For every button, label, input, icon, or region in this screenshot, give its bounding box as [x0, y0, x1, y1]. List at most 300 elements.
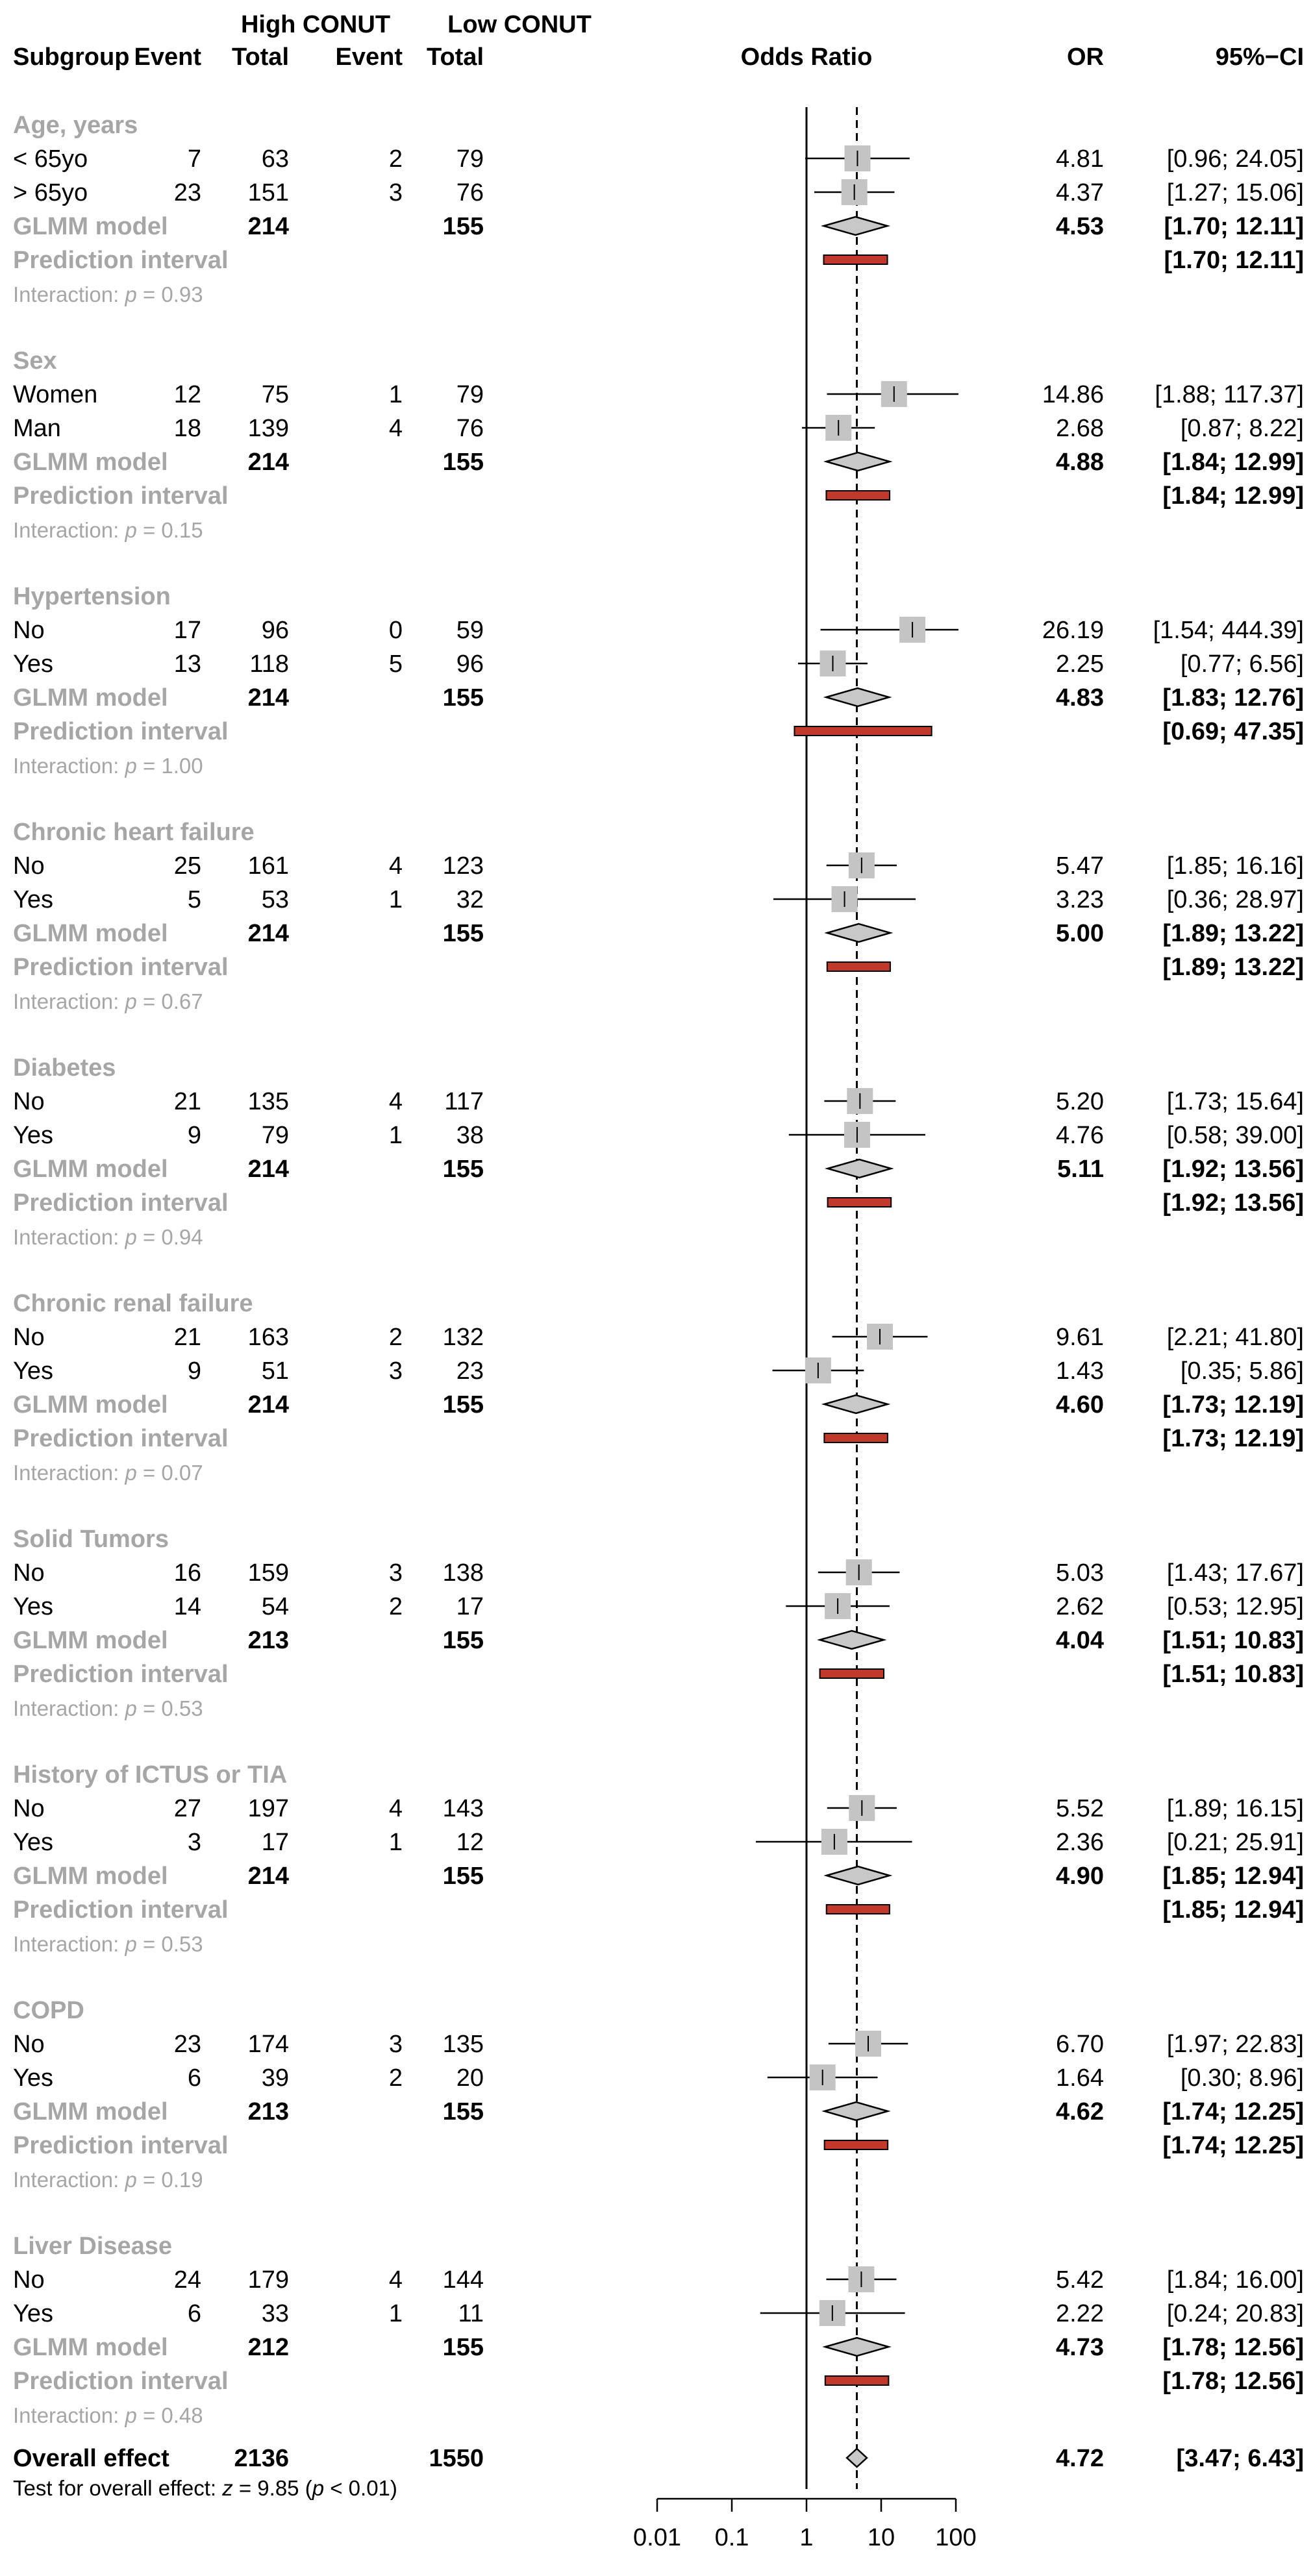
solid-tumors-interaction-prefix: Interaction: [13, 1696, 125, 1720]
history-of-ictus-or-tia-row-1-total-high: 17 [261, 1829, 289, 1856]
copd-pi-bar [825, 2140, 888, 2149]
chronic-heart-failure-row-1-label: Yes [13, 886, 53, 913]
solid-tumors-interaction-p-value: 0.53 [161, 1696, 203, 1720]
history-of-ictus-or-tia-model-diamond [827, 1866, 890, 1885]
liver-disease-row-1-ci: [0.24; 20.83] [1166, 2300, 1304, 2327]
history-of-ictus-or-tia-pi-bar [827, 1905, 890, 1914]
age-years-row-0-total-high: 63 [261, 145, 289, 173]
chronic-heart-failure-row-0-event-low: 4 [388, 852, 403, 880]
history-of-ictus-or-tia-interaction-prefix: Interaction: [13, 1932, 125, 1956]
hypertension-row-1-total-low: 96 [456, 650, 484, 678]
solid-tumors-row-0-label: No [13, 1559, 45, 1587]
diabetes-row-1-label: Yes [13, 1122, 53, 1149]
diabetes-row-0-ci: [1.73; 15.64] [1166, 1088, 1304, 1115]
solid-tumors-model-ci: [1.51; 10.83] [1162, 1627, 1304, 1654]
chronic-heart-failure-interaction-p-symbol: p [125, 989, 137, 1013]
liver-disease-row-1-event-low: 1 [388, 2300, 403, 2327]
hypertension-row-1-ci: [0.77; 6.56] [1180, 650, 1304, 678]
overall-diamond [847, 2449, 867, 2467]
liver-disease-row-0-label: No [13, 2266, 45, 2294]
hypertension-interaction [13, 754, 203, 778]
hypertension-interaction-p-value: 1.00 [161, 754, 203, 778]
sex-row-1-total-high: 139 [247, 415, 289, 442]
age-years-row-1-ci: [1.27; 15.06] [1166, 179, 1304, 206]
sex-row-1-or: 2.68 [1056, 415, 1104, 442]
chronic-renal-failure-model-diamond [824, 1395, 888, 1413]
copd-pi-ci: [1.74; 12.25] [1162, 2132, 1304, 2159]
history-of-ictus-or-tia-model-total-low: 155 [442, 1863, 484, 1890]
sex-row-0-event-low: 1 [388, 381, 403, 408]
overall-effect-label: Overall effect [13, 2445, 169, 2472]
age-years-model-total-low: 155 [442, 213, 484, 240]
solid-tumors-row-1-label: Yes [13, 1593, 53, 1620]
solid-tumors-interaction-eq: = [136, 1696, 162, 1720]
copd-row-0-label: No [13, 2031, 45, 2058]
chronic-heart-failure-model-total-high: 214 [247, 920, 289, 947]
hypertension-row-0-event-low: 0 [388, 617, 403, 644]
sex-model-diamond [826, 452, 890, 471]
diabetes-model-label: GLMM model [13, 1156, 168, 1183]
diabetes-pi-label: Prediction interval [13, 1189, 229, 1217]
liver-disease-interaction-p-symbol: p [125, 2403, 137, 2427]
chronic-renal-failure-model-ci: [1.73; 12.19] [1162, 1391, 1304, 1418]
age-years-pi-label: Prediction interval [13, 247, 229, 274]
sex-pi-label: Prediction interval [13, 482, 229, 510]
diabetes-row-1-event-low: 1 [388, 1122, 403, 1149]
sex-model-or: 4.88 [1056, 449, 1104, 476]
solid-tumors-row-1-total-high: 54 [261, 1593, 289, 1620]
subgroup-title-liver-disease: Liver Disease [13, 2233, 173, 2260]
sex-row-0-or: 14.86 [1042, 381, 1104, 408]
age-years-interaction [13, 282, 203, 306]
sex-model-ci: [1.84; 12.99] [1162, 449, 1304, 476]
hypertension-row-0-total-high: 96 [261, 617, 289, 644]
age-years-row-0-ci: [0.96; 24.05] [1166, 145, 1304, 173]
copd-row-1-total-low: 20 [456, 2064, 484, 2092]
history-of-ictus-or-tia-interaction-eq: = [136, 1932, 162, 1956]
overall-test-prefix: Test for overall effect: [13, 2476, 223, 2500]
solid-tumors-model-label: GLMM model [13, 1627, 168, 1654]
chronic-heart-failure-interaction-prefix: Interaction: [13, 989, 125, 1013]
x-tick-label-2: 1 [799, 2524, 814, 2551]
sex-row-1-event-low: 4 [388, 415, 403, 442]
liver-disease-interaction [13, 2403, 203, 2427]
age-years-row-0-or: 4.81 [1056, 145, 1104, 173]
liver-disease-row-1-label: Yes [13, 2300, 53, 2327]
diabetes-row-1-or: 4.76 [1056, 1122, 1104, 1149]
history-of-ictus-or-tia-row-1-event-high: 3 [187, 1829, 201, 1856]
copd-model-total-low: 155 [442, 2098, 484, 2125]
chronic-renal-failure-row-0-total-low: 132 [442, 1324, 484, 1351]
sex-row-0-total-low: 79 [456, 381, 484, 408]
history-of-ictus-or-tia-row-1-ci: [0.21; 25.91] [1166, 1829, 1304, 1856]
chronic-renal-failure-row-1-ci: [0.35; 5.86] [1180, 1357, 1304, 1385]
header-total-high: Total [232, 43, 289, 71]
copd-row-1-or: 1.64 [1056, 2064, 1104, 2092]
history-of-ictus-or-tia-row-0-ci: [1.89; 16.15] [1166, 1795, 1304, 1822]
hypertension-model-diamond [826, 688, 889, 706]
chronic-heart-failure-interaction-p-value: 0.67 [161, 989, 203, 1013]
history-of-ictus-or-tia-model-total-high: 214 [247, 1863, 289, 1890]
overall-test-z-value: = 9.85 ( [232, 2476, 312, 2500]
hypertension-model-total-high: 214 [247, 684, 289, 712]
copd-row-1-event-high: 6 [187, 2064, 201, 2092]
sex-pi-bar [826, 491, 890, 500]
hypertension-pi-ci: [0.69; 47.35] [1162, 718, 1304, 745]
chronic-heart-failure-row-0-label: No [13, 852, 45, 880]
sex-pi-ci: [1.84; 12.99] [1162, 482, 1304, 510]
copd-interaction [13, 2168, 203, 2192]
copd-interaction-p-value: 0.19 [161, 2168, 203, 2192]
diabetes-row-0-total-low: 117 [444, 1088, 484, 1115]
liver-disease-row-1-or: 2.22 [1056, 2300, 1104, 2327]
copd-model-label: GLMM model [13, 2098, 168, 2125]
history-of-ictus-or-tia-interaction-p-value: 0.53 [161, 1932, 203, 1956]
age-years-interaction-eq: = [136, 282, 162, 306]
chronic-renal-failure-interaction-p-value: 0.07 [161, 1461, 203, 1485]
copd-row-1-event-low: 2 [388, 2064, 403, 2092]
hypertension-row-0-or: 26.19 [1042, 617, 1104, 644]
sex-interaction-p-value: 0.15 [161, 518, 203, 542]
liver-disease-row-0-total-low: 144 [442, 2266, 484, 2294]
chronic-heart-failure-row-0-or: 5.47 [1056, 852, 1104, 880]
age-years-pi-ci: [1.70; 12.11] [1164, 247, 1304, 274]
chronic-renal-failure-model-label: GLMM model [13, 1391, 168, 1418]
solid-tumors-model-or: 4.04 [1056, 1627, 1104, 1654]
history-of-ictus-or-tia-model-ci: [1.85; 12.94] [1162, 1863, 1304, 1890]
solid-tumors-model-total-low: 155 [442, 1627, 484, 1654]
sex-model-total-high: 214 [247, 449, 289, 476]
solid-tumors-row-0-total-low: 138 [442, 1559, 484, 1587]
sex-row-1-ci: [0.87; 8.22] [1180, 415, 1304, 442]
chronic-renal-failure-model-or: 4.60 [1056, 1391, 1104, 1418]
chronic-heart-failure-pi-ci: [1.89; 13.22] [1162, 954, 1304, 981]
overall-total-low: 1550 [429, 2445, 484, 2472]
age-years-row-0-event-high: 7 [187, 145, 201, 173]
diabetes-interaction [13, 1225, 203, 1249]
age-years-model-diamond [824, 217, 888, 235]
solid-tumors-model-diamond [820, 1631, 884, 1649]
chronic-heart-failure-model-or: 5.00 [1056, 920, 1104, 947]
age-years-row-0-event-low: 2 [388, 145, 403, 173]
hypertension-row-1-total-high: 118 [249, 650, 289, 678]
solid-tumors-row-0-or: 5.03 [1056, 1559, 1104, 1587]
solid-tumors-row-0-ci: [1.43; 17.67] [1166, 1559, 1304, 1587]
header-ci: 95%−CI [1215, 43, 1304, 71]
diabetes-pi-ci: [1.92; 13.56] [1162, 1189, 1304, 1217]
history-of-ictus-or-tia-model-or: 4.90 [1056, 1863, 1104, 1890]
history-of-ictus-or-tia-row-0-total-high: 197 [247, 1795, 289, 1822]
diabetes-row-1-total-low: 38 [456, 1122, 484, 1149]
diabetes-interaction-p-value: 0.94 [161, 1225, 203, 1249]
liver-disease-row-1-total-high: 33 [261, 2300, 289, 2327]
liver-disease-row-0-or: 5.42 [1056, 2266, 1104, 2294]
chronic-renal-failure-row-1-label: Yes [13, 1357, 53, 1385]
copd-pi-label: Prediction interval [13, 2132, 229, 2159]
solid-tumors-pi-bar [820, 1669, 884, 1678]
solid-tumors-row-1-event-high: 14 [173, 1593, 201, 1620]
hypertension-pi-bar [794, 726, 931, 736]
age-years-model-label: GLMM model [13, 213, 168, 240]
history-of-ictus-or-tia-row-1-label: Yes [13, 1829, 53, 1856]
chronic-renal-failure-interaction-p-symbol: p [125, 1461, 137, 1485]
subgroup-title-chronic-renal-failure: Chronic renal failure [13, 1290, 253, 1317]
solid-tumors-row-0-total-high: 159 [247, 1559, 289, 1587]
chronic-heart-failure-pi-label: Prediction interval [13, 954, 229, 981]
chronic-renal-failure-row-1-total-high: 51 [261, 1357, 289, 1385]
hypertension-model-or: 4.83 [1056, 684, 1104, 712]
diabetes-row-0-total-high: 135 [247, 1088, 289, 1115]
liver-disease-pi-ci: [1.78; 12.56] [1162, 2368, 1304, 2395]
age-years-interaction-prefix: Interaction: [13, 282, 125, 306]
chronic-renal-failure-pi-bar [824, 1433, 888, 1443]
sex-row-0-label: Women [13, 381, 98, 408]
chronic-heart-failure-model-diamond [827, 924, 890, 942]
header-odds-ratio: Odds Ratio [740, 43, 873, 71]
chronic-renal-failure-row-0-event-low: 2 [388, 1324, 403, 1351]
chronic-heart-failure-interaction-eq: = [136, 989, 162, 1013]
sex-row-1-label: Man [13, 415, 61, 442]
history-of-ictus-or-tia-row-0-event-high: 27 [173, 1795, 201, 1822]
diabetes-model-or: 5.11 [1057, 1156, 1104, 1183]
liver-disease-pi-bar [825, 2376, 889, 2385]
x-tick-label-0: 0.01 [633, 2524, 681, 2551]
chronic-renal-failure-model-total-high: 214 [247, 1391, 289, 1418]
liver-disease-model-total-low: 155 [442, 2334, 484, 2361]
copd-row-1-label: Yes [13, 2064, 53, 2092]
chronic-renal-failure-interaction [13, 1461, 203, 1485]
diabetes-model-total-low: 155 [442, 1156, 484, 1183]
copd-interaction-prefix: Interaction: [13, 2168, 125, 2192]
subgroup-title-solid-tumors: Solid Tumors [13, 1526, 169, 1553]
solid-tumors-model-total-high: 213 [247, 1627, 289, 1654]
subgroup-title-diabetes: Diabetes [13, 1054, 116, 1082]
overall-ci: [3.47; 6.43] [1176, 2445, 1304, 2472]
chronic-renal-failure-pi-label: Prediction interval [13, 1425, 229, 1452]
sex-row-0-event-high: 12 [173, 381, 201, 408]
history-of-ictus-or-tia-row-0-or: 5.52 [1056, 1795, 1104, 1822]
solid-tumors-row-1-or: 2.62 [1056, 1593, 1104, 1620]
sex-row-0-ci: [1.88; 117.37] [1155, 381, 1304, 408]
hypertension-interaction-prefix: Interaction: [13, 754, 125, 778]
history-of-ictus-or-tia-row-0-total-low: 143 [442, 1795, 484, 1822]
chronic-renal-failure-interaction-eq: = [136, 1461, 162, 1485]
age-years-model-or: 4.53 [1056, 213, 1104, 240]
hypertension-row-1-or: 2.25 [1056, 650, 1104, 678]
diabetes-row-1-ci: [0.58; 39.00] [1166, 1122, 1304, 1149]
history-of-ictus-or-tia-row-1-or: 2.36 [1056, 1829, 1104, 1856]
copd-row-1-ci: [0.30; 8.96] [1180, 2064, 1304, 2092]
diabetes-model-total-high: 214 [247, 1156, 289, 1183]
history-of-ictus-or-tia-model-label: GLMM model [13, 1863, 168, 1890]
history-of-ictus-or-tia-row-0-event-low: 4 [388, 1795, 403, 1822]
chronic-renal-failure-row-1-event-low: 3 [388, 1357, 403, 1385]
diabetes-row-0-or: 5.20 [1056, 1088, 1104, 1115]
liver-disease-model-label: GLMM model [13, 2334, 168, 2361]
hypertension-model-label: GLMM model [13, 684, 168, 712]
sex-interaction-eq: = [136, 518, 162, 542]
solid-tumors-interaction [13, 1696, 203, 1720]
liver-disease-row-1-event-high: 6 [187, 2300, 201, 2327]
chronic-renal-failure-row-0-label: No [13, 1324, 45, 1351]
copd-row-0-event-high: 23 [173, 2031, 201, 2058]
liver-disease-row-0-event-high: 24 [173, 2266, 201, 2294]
solid-tumors-interaction-p-symbol: p [125, 1696, 137, 1720]
header-event-high: Event [134, 43, 201, 71]
liver-disease-interaction-p-value: 0.48 [161, 2403, 203, 2427]
copd-row-1-total-high: 39 [261, 2064, 289, 2092]
age-years-model-total-high: 214 [247, 213, 289, 240]
history-of-ictus-or-tia-interaction-p-symbol: p [125, 1932, 137, 1956]
chronic-heart-failure-model-ci: [1.89; 13.22] [1162, 920, 1304, 947]
copd-model-ci: [1.74; 12.25] [1162, 2098, 1304, 2125]
copd-model-diamond [825, 2102, 888, 2120]
chronic-renal-failure-row-1-event-high: 9 [187, 1357, 201, 1385]
chronic-heart-failure-row-1-total-low: 32 [456, 886, 484, 913]
subgroup-title-copd: COPD [13, 1997, 84, 2024]
chronic-renal-failure-row-0-or: 9.61 [1056, 1324, 1104, 1351]
age-years-row-1-total-low: 76 [456, 179, 484, 206]
hypertension-row-0-ci: [1.54; 444.39] [1153, 617, 1304, 644]
age-years-row-1-total-high: 151 [247, 179, 289, 206]
liver-disease-row-0-ci: [1.84; 16.00] [1166, 2266, 1304, 2294]
x-tick-label-1: 0.1 [714, 2524, 749, 2551]
header-subgroup: Subgroup [13, 43, 130, 71]
history-of-ictus-or-tia-row-1-event-low: 1 [388, 1829, 403, 1856]
hypertension-row-0-total-low: 59 [456, 617, 484, 644]
header-high-conut: High CONUT [240, 11, 391, 38]
chronic-heart-failure-pi-bar [827, 962, 890, 971]
age-years-interaction-p-symbol: p [125, 282, 137, 306]
chronic-heart-failure-row-0-total-low: 123 [442, 852, 484, 880]
diabetes-row-0-label: No [13, 1088, 45, 1115]
age-years-row-0-total-low: 79 [456, 145, 484, 173]
subgroup-title-age-years: Age, years [13, 112, 138, 139]
diabetes-pi-bar [828, 1198, 892, 1207]
solid-tumors-pi-ci: [1.51; 10.83] [1162, 1661, 1304, 1688]
liver-disease-row-0-total-high: 179 [247, 2266, 289, 2294]
overall-test-p-value: < 0.01) [324, 2476, 397, 2500]
subgroup-title-chronic-heart-failure: Chronic heart failure [13, 819, 255, 846]
sex-row-1-event-high: 18 [173, 415, 201, 442]
liver-disease-model-total-high: 212 [247, 2334, 289, 2361]
liver-disease-model-diamond [825, 2338, 889, 2356]
chronic-heart-failure-interaction [13, 989, 203, 1013]
sex-row-1-total-low: 76 [456, 415, 484, 442]
diabetes-row-0-event-high: 21 [173, 1088, 201, 1115]
hypertension-row-1-label: Yes [13, 650, 53, 678]
chronic-heart-failure-row-1-ci: [0.36; 28.97] [1166, 886, 1304, 913]
chronic-heart-failure-row-1-event-high: 5 [187, 886, 201, 913]
age-years-row-1-event-low: 3 [388, 179, 403, 206]
hypertension-row-1-event-high: 13 [173, 650, 201, 678]
sex-model-total-low: 155 [442, 449, 484, 476]
chronic-renal-failure-pi-ci: [1.73; 12.19] [1162, 1425, 1304, 1452]
diabetes-row-0-event-low: 4 [388, 1088, 403, 1115]
liver-disease-interaction-prefix: Interaction: [13, 2403, 125, 2427]
chronic-heart-failure-row-1-total-high: 53 [261, 886, 289, 913]
copd-row-0-ci: [1.97; 22.83] [1166, 2031, 1304, 2058]
chronic-heart-failure-model-total-low: 155 [442, 920, 484, 947]
header-total-low: Total [427, 43, 484, 71]
diabetes-interaction-prefix: Interaction: [13, 1225, 125, 1249]
x-tick-label-3: 10 [867, 2524, 895, 2551]
copd-model-total-high: 213 [247, 2098, 289, 2125]
hypertension-pi-label: Prediction interval [13, 718, 229, 745]
chronic-renal-failure-interaction-prefix: Interaction: [13, 1461, 125, 1485]
subgroup-title-sex: Sex [13, 347, 57, 375]
liver-disease-row-1-total-low: 11 [458, 2300, 484, 2327]
chronic-renal-failure-row-1-or: 1.43 [1056, 1357, 1104, 1385]
history-of-ictus-or-tia-pi-label: Prediction interval [13, 1896, 229, 1924]
liver-disease-model-or: 4.73 [1056, 2334, 1104, 2361]
history-of-ictus-or-tia-row-1-total-low: 12 [456, 1829, 484, 1856]
chronic-heart-failure-row-1-event-low: 1 [388, 886, 403, 913]
sex-interaction [13, 518, 203, 542]
hypertension-row-0-event-high: 17 [173, 617, 201, 644]
subgroup-title-history-of-ictus-or-tia: History of ICTUS or TIA [13, 1761, 288, 1789]
chronic-renal-failure-row-1-total-low: 23 [456, 1357, 484, 1385]
solid-tumors-row-1-event-low: 2 [388, 1593, 403, 1620]
solid-tumors-row-1-ci: [0.53; 12.95] [1166, 1593, 1304, 1620]
chronic-renal-failure-row-0-ci: [2.21; 41.80] [1166, 1324, 1304, 1351]
overall-or: 4.72 [1056, 2445, 1104, 2472]
age-years-row-1-or: 4.37 [1056, 179, 1104, 206]
diabetes-model-diamond [828, 1159, 892, 1178]
chronic-renal-failure-row-0-event-high: 21 [173, 1324, 201, 1351]
liver-disease-model-ci: [1.78; 12.56] [1162, 2334, 1304, 2361]
copd-row-0-or: 6.70 [1056, 2031, 1104, 2058]
overall-test-z-symbol: z [222, 2476, 233, 2500]
sex-model-label: GLMM model [13, 449, 168, 476]
x-tick-label-4: 100 [935, 2524, 977, 2551]
hypertension-model-ci: [1.83; 12.76] [1162, 684, 1304, 712]
chronic-renal-failure-row-0-total-high: 163 [247, 1324, 289, 1351]
sex-interaction-p-symbol: p [125, 518, 137, 542]
age-years-row-1-label: > 65yo [13, 179, 88, 206]
chronic-heart-failure-row-0-ci: [1.85; 16.16] [1166, 852, 1304, 880]
solid-tumors-pi-label: Prediction interval [13, 1661, 229, 1688]
solid-tumors-row-1-total-low: 17 [456, 1593, 484, 1620]
diabetes-interaction-eq: = [136, 1225, 162, 1249]
hypertension-row-1-event-low: 5 [388, 650, 403, 678]
hypertension-row-0-label: No [13, 617, 45, 644]
hypertension-interaction-p-symbol: p [125, 754, 137, 778]
diabetes-interaction-p-symbol: p [125, 1225, 137, 1249]
liver-disease-pi-label: Prediction interval [13, 2368, 229, 2395]
solid-tumors-row-0-event-high: 16 [173, 1559, 201, 1587]
sex-interaction-prefix: Interaction: [13, 518, 125, 542]
age-years-row-0-label: < 65yo [13, 145, 88, 173]
hypertension-interaction-eq: = [136, 754, 162, 778]
diabetes-row-1-total-high: 79 [261, 1122, 289, 1149]
overall-test-p-symbol: p [312, 2476, 325, 2500]
subgroup-title-hypertension: Hypertension [13, 583, 171, 610]
age-years-row-1-event-high: 23 [173, 179, 201, 206]
chronic-heart-failure-row-0-event-high: 25 [173, 852, 201, 880]
age-years-interaction-p-value: 0.93 [161, 282, 203, 306]
overall-total-high: 2136 [234, 2445, 289, 2472]
copd-model-or: 4.62 [1056, 2098, 1104, 2125]
age-years-model-ci: [1.70; 12.11] [1164, 213, 1304, 240]
age-years-pi-bar [824, 255, 888, 264]
header-low-conut: Low CONUT [447, 11, 592, 38]
chronic-heart-failure-model-label: GLMM model [13, 920, 168, 947]
solid-tumors-row-0-event-low: 3 [388, 1559, 403, 1587]
overall-test-text [13, 2476, 397, 2500]
diabetes-row-1-event-high: 9 [187, 1122, 201, 1149]
history-of-ictus-or-tia-pi-ci: [1.85; 12.94] [1162, 1896, 1304, 1924]
